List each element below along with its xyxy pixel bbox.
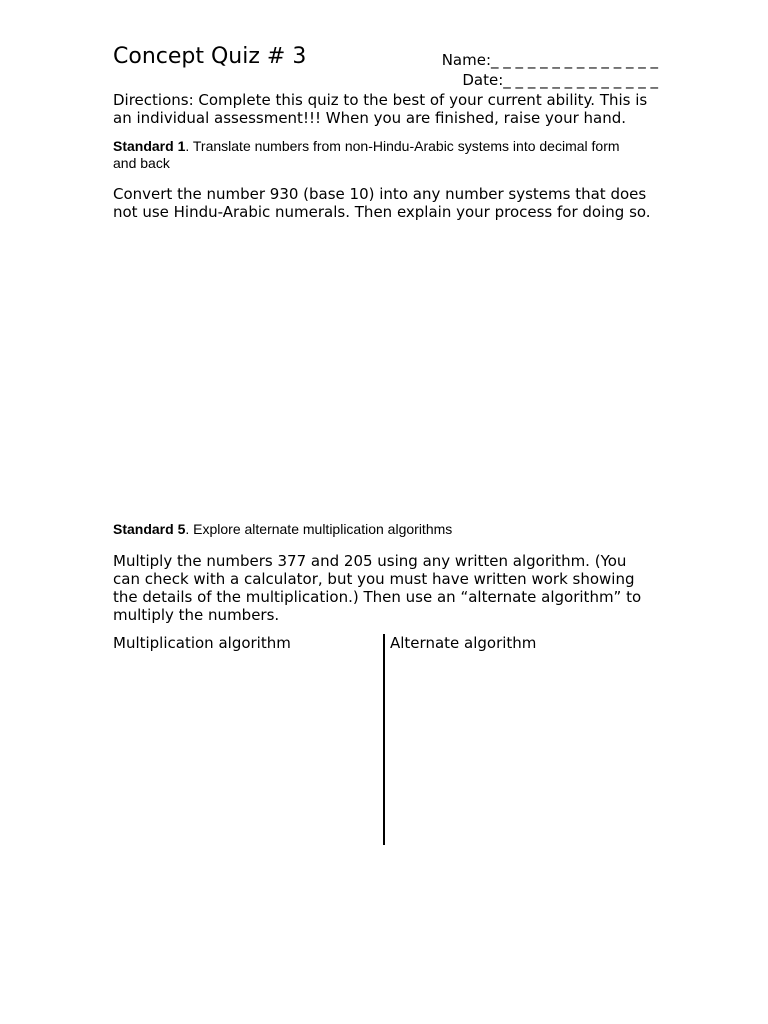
standard-1-heading	[113, 138, 643, 172]
standard-5-prompt: Multiply the numbers 377 and 205 using any written algorithm. (You can check with a calculator, but you must have written work showing the details of the multiplication.) Then use an “alternate algorithm” to multiply the numbers.	[113, 552, 642, 624]
standard-5-heading	[113, 521, 643, 538]
directions-text: Directions: Complete this quiz to the best of your current ability. This is an individual assessment!!! When you are finished, raise your hand.	[113, 91, 648, 127]
page-title: Concept Quiz # 3	[113, 44, 307, 69]
standard-5-description: . Explore alternate multiplication algorithms	[185, 521, 453, 537]
multiplication-algorithm-label: Multiplication algorithm	[113, 634, 291, 652]
standard-5-label: Standard 5	[113, 521, 186, 537]
column-divider	[383, 634, 385, 845]
alternate-algorithm-label: Alternate algorithm	[390, 634, 537, 652]
date-field-line: Date:_ _ _ _ _ _ _ _ _ _ _ _ _	[462, 71, 658, 89]
standard-1-prompt: Convert the number 930 (base 10) into any number systems that does not use Hindu-Arabic numerals. Then explain your process for doing so.	[113, 185, 651, 221]
standard-1-description: . Translate numbers from non-Hindu-Arabic systems into decimal form and back	[113, 138, 620, 171]
standard-1-label: Standard 1	[113, 138, 186, 154]
name-field-line: Name:_ _ _ _ _ _ _ _ _ _ _ _ _ _	[441, 51, 658, 69]
